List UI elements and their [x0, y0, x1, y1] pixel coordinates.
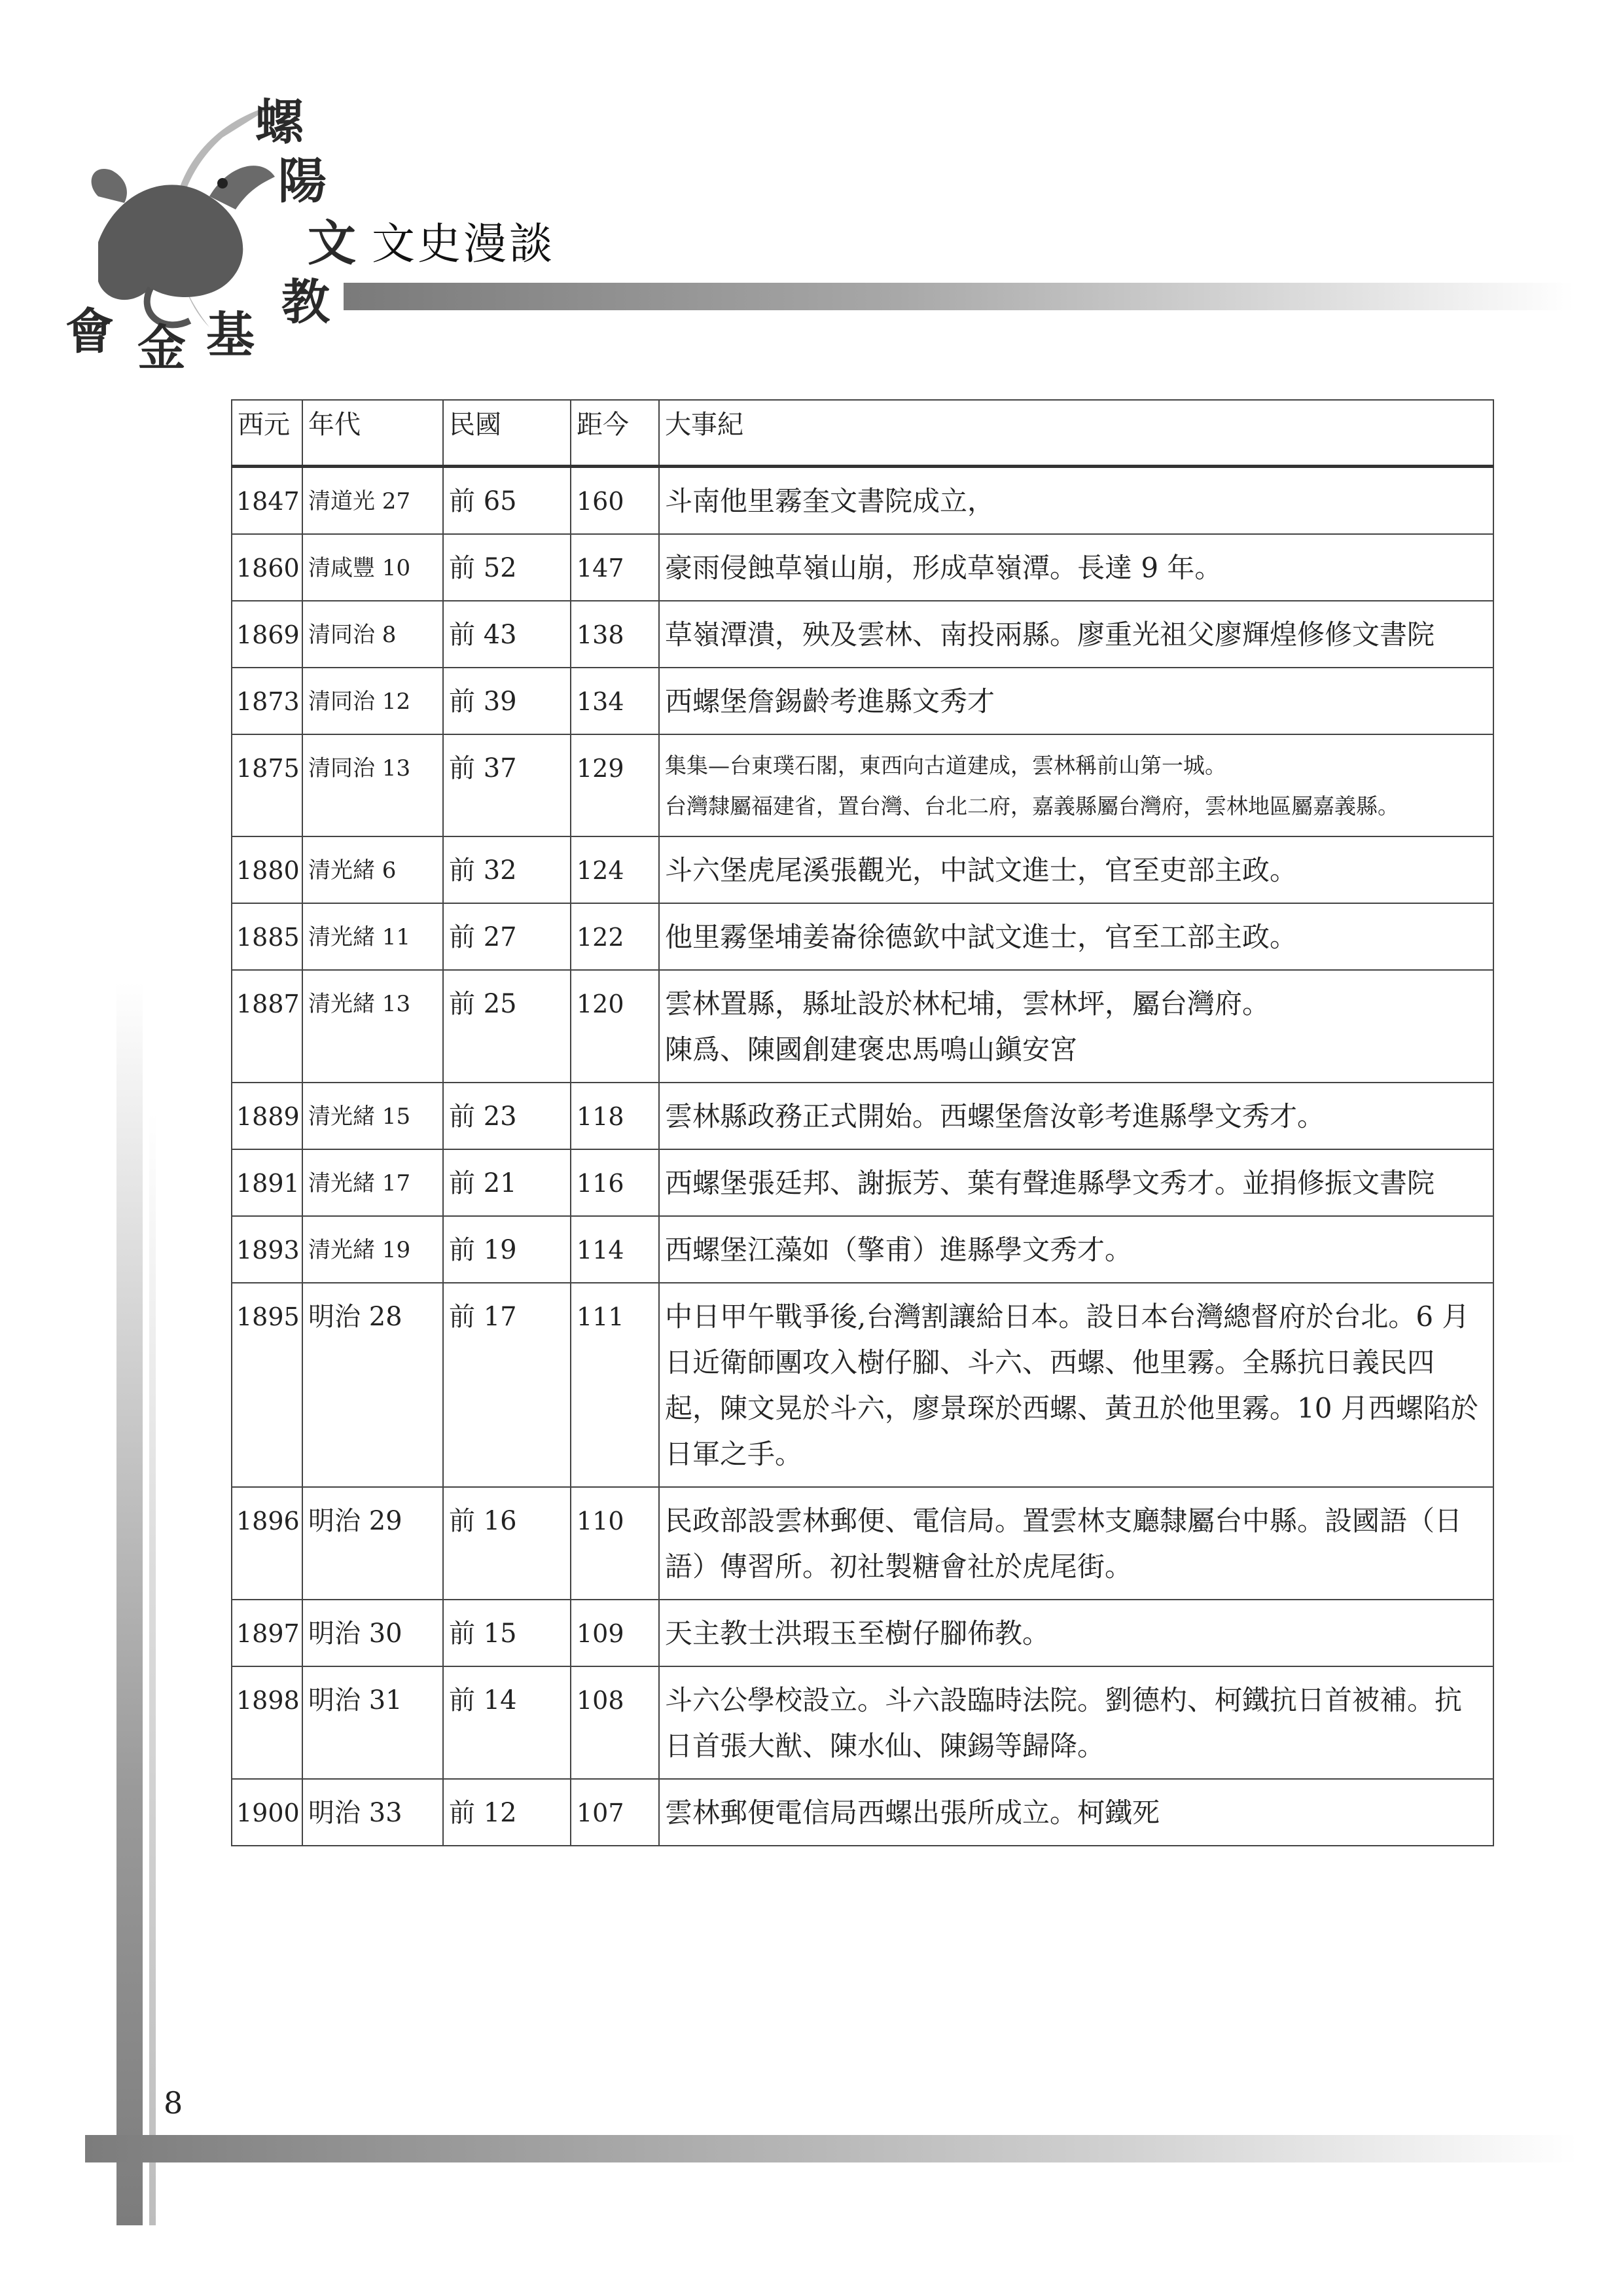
- event-text: 民政部設雲林郵便、電信局。置雲林支廳隸屬台中縣。設國語（日語）傳習所。初社製糖會社於虎尾街。: [665, 1505, 1463, 1583]
- event-text: 他里霧堡埔姜崙徐德欽中試文進士，官至工部主政。: [665, 921, 1298, 953]
- chronology-body: [232, 467, 1493, 1846]
- table-row: [232, 1600, 1493, 1666]
- years-ago-cell: 129: [571, 734, 659, 836]
- year-cell: 1847: [232, 467, 302, 535]
- era-cell: 清光緒 6: [302, 836, 443, 903]
- year-cell: 1885: [232, 903, 302, 970]
- years-ago-cell: 116: [571, 1149, 659, 1216]
- table-row: [232, 534, 1493, 601]
- event-text: 天主教士洪瑕玉至樹仔腳佈教。: [665, 1617, 1050, 1649]
- chronology-table: [231, 399, 1494, 1846]
- events-cell: [659, 601, 1493, 668]
- year-cell: 1880: [232, 836, 302, 903]
- roc-year-cell: 前 17: [443, 1283, 571, 1487]
- roc-year-cell: 前 16: [443, 1487, 571, 1600]
- era-cell: 清光緒 15: [302, 1083, 443, 1149]
- years-ago-cell: 138: [571, 601, 659, 668]
- era-cell: 清光緒 17: [302, 1149, 443, 1216]
- events-cell: [659, 1487, 1493, 1600]
- years-ago-cell: 118: [571, 1083, 659, 1149]
- years-ago-cell: 114: [571, 1216, 659, 1283]
- table-row: [232, 970, 1493, 1083]
- roc-year-cell: 前 23: [443, 1083, 571, 1149]
- table-row: [232, 1149, 1493, 1216]
- events-cell: [659, 1216, 1493, 1283]
- year-cell: 1875: [232, 734, 302, 836]
- table-row: [232, 1666, 1493, 1779]
- logo-char-wen: 文: [308, 215, 356, 272]
- events-cell: [659, 836, 1493, 903]
- logo-char-luo: 螺: [255, 94, 304, 151]
- event-text: 集集—台東璞石閣，東西向古道建成，雲林稱前山第一城。: [665, 753, 1226, 778]
- table-row: [232, 467, 1493, 535]
- era-cell: 清同治 13: [302, 734, 443, 836]
- year-cell: 1893: [232, 1216, 302, 1283]
- year-cell: 1869: [232, 601, 302, 668]
- roc-year-cell: 前 52: [443, 534, 571, 601]
- page-number: 8: [164, 2085, 183, 2121]
- table-header-row: [232, 400, 1493, 467]
- header-years-ago: 距今: [571, 400, 659, 467]
- footer-divider-bar: [85, 2135, 1577, 2162]
- table-row: [232, 668, 1493, 734]
- event-text: 斗六公學校設立。斗六設臨時法院。劉德杓、柯鐵抗日首被補。抗日首張大猷、陳水仙、陳錫等歸降。: [665, 1684, 1463, 1762]
- events-cell: [659, 1283, 1493, 1487]
- roc-year-cell: 前 19: [443, 1216, 571, 1283]
- event-text: 豪雨侵蝕草嶺山崩，形成草嶺潭。長達 9 年。: [665, 552, 1222, 584]
- years-ago-cell: 124: [571, 836, 659, 903]
- roc-year-cell: 前 65: [443, 467, 571, 535]
- logo-char-yang: 陽: [278, 153, 327, 209]
- years-ago-cell: 107: [571, 1779, 659, 1846]
- era-cell: 清光緒 19: [302, 1216, 443, 1283]
- event-text: 雲林郵便電信局西螺出張所成立。柯鐵死: [665, 1797, 1160, 1829]
- roc-year-cell: 前 21: [443, 1149, 571, 1216]
- table-row: [232, 1083, 1493, 1149]
- roc-year-cell: 前 15: [443, 1600, 571, 1666]
- logo-char-jin: 金: [137, 320, 186, 376]
- year-cell: 1887: [232, 970, 302, 1083]
- event-text: 草嶺潭潰，殃及雲林、南投兩縣。廖重光祖父廖輝煌修修文書院: [665, 619, 1435, 651]
- years-ago-cell: 134: [571, 668, 659, 734]
- event-text: 斗南他里霧奎文書院成立，: [665, 485, 995, 517]
- events-cell: [659, 1149, 1493, 1216]
- years-ago-cell: 108: [571, 1666, 659, 1779]
- table-row: [232, 1216, 1493, 1283]
- table-row: [232, 1487, 1493, 1600]
- events-cell: [659, 1666, 1493, 1779]
- left-frame-bar: [116, 982, 143, 2225]
- events-cell: [659, 467, 1493, 535]
- foundation-logo: [59, 92, 399, 380]
- header-year-ad: 西元: [232, 400, 302, 467]
- event-text: 西螺堡張廷邦、謝振芳、葉有聲進縣學文秀才。並捐修振文書院: [665, 1167, 1435, 1199]
- logo-char-ji: 基: [206, 307, 255, 363]
- years-ago-cell: 147: [571, 534, 659, 601]
- header-divider-bar: [344, 283, 1574, 310]
- events-cell: [659, 668, 1493, 734]
- year-cell: 1873: [232, 668, 302, 734]
- left-frame-inner-bar: [149, 1113, 156, 2225]
- header-events: 大事紀: [659, 400, 1493, 467]
- era-cell: 明治 33: [302, 1779, 443, 1846]
- events-cell: [659, 1779, 1493, 1846]
- era-cell: 明治 30: [302, 1600, 443, 1666]
- table-row: [232, 601, 1493, 668]
- roc-year-cell: 前 32: [443, 836, 571, 903]
- table-row: [232, 734, 1493, 836]
- year-cell: 1895: [232, 1283, 302, 1487]
- years-ago-cell: 110: [571, 1487, 659, 1600]
- event-text: 雲林置縣，縣址設於林杞埔，雲林坪，屬台灣府。: [665, 988, 1270, 1020]
- era-cell: 清咸豐 10: [302, 534, 443, 601]
- years-ago-cell: 109: [571, 1600, 659, 1666]
- event-text: 斗六堡虎尾溪張觀光，中試文進士，官至吏部主政。: [665, 854, 1298, 886]
- year-cell: 1891: [232, 1149, 302, 1216]
- table-row: [232, 1779, 1493, 1846]
- era-cell: 清道光 27: [302, 467, 443, 535]
- years-ago-cell: 122: [571, 903, 659, 970]
- roc-year-cell: 前 37: [443, 734, 571, 836]
- event-text: 台灣隸屬福建省，置台灣、台北二府，嘉義縣屬台灣府，雲林地區屬嘉義縣。: [665, 793, 1399, 819]
- header-era: 年代: [302, 400, 443, 467]
- events-cell: [659, 903, 1493, 970]
- roc-year-cell: 前 14: [443, 1666, 571, 1779]
- logo-char-jiao: 教: [281, 274, 330, 331]
- year-cell: 1897: [232, 1600, 302, 1666]
- roc-year-cell: 前 12: [443, 1779, 571, 1846]
- event-text: 西螺堡江藻如（擎甫）進縣學文秀才。: [665, 1234, 1133, 1266]
- era-cell: 明治 31: [302, 1666, 443, 1779]
- table-row: [232, 1283, 1493, 1487]
- events-cell: [659, 734, 1493, 836]
- era-cell: 清光緒 11: [302, 903, 443, 970]
- events-cell: [659, 1083, 1493, 1149]
- year-cell: 1898: [232, 1666, 302, 1779]
- event-text: 陳爲、陳國創建褒忠馬鳴山鎭安宮: [665, 1033, 1078, 1066]
- roc-year-cell: 前 39: [443, 668, 571, 734]
- event-text: 雲林縣政務正式開始。西螺堡詹汝彰考進縣學文秀才。: [665, 1100, 1325, 1132]
- section-title: 文史漫談: [372, 219, 555, 269]
- events-cell: [659, 970, 1493, 1083]
- year-cell: 1900: [232, 1779, 302, 1846]
- event-text: 西螺堡詹錫齡考進縣文秀才: [665, 685, 995, 717]
- logo-char-hui: 會: [65, 304, 114, 360]
- roc-year-cell: 前 27: [443, 903, 571, 970]
- era-cell: 明治 29: [302, 1487, 443, 1600]
- era-cell: 明治 28: [302, 1283, 443, 1487]
- table-row: [232, 836, 1493, 903]
- era-cell: 清同治 8: [302, 601, 443, 668]
- era-cell: 清同治 12: [302, 668, 443, 734]
- header-roc-year: 民國: [443, 400, 571, 467]
- events-cell: [659, 1600, 1493, 1666]
- era-cell: 清光緒 13: [302, 970, 443, 1083]
- table-row: [232, 903, 1493, 970]
- roc-year-cell: 前 43: [443, 601, 571, 668]
- event-text: 中日甲午戰爭後,台灣割讓給日本。設日本台灣總督府於台北。6 月日近衛師團攻入樹仔腳、斗六、西螺、他里霧。全縣抗日義民四起，陳文晃於斗六，廖景琛於西螺、黃丑於他里霧。10 月西螺陷於日軍之手。: [665, 1300, 1478, 1470]
- years-ago-cell: 111: [571, 1283, 659, 1487]
- years-ago-cell: 160: [571, 467, 659, 535]
- year-cell: 1889: [232, 1083, 302, 1149]
- year-cell: 1860: [232, 534, 302, 601]
- year-cell: 1896: [232, 1487, 302, 1600]
- roc-year-cell: 前 25: [443, 970, 571, 1083]
- years-ago-cell: 120: [571, 970, 659, 1083]
- events-cell: [659, 534, 1493, 601]
